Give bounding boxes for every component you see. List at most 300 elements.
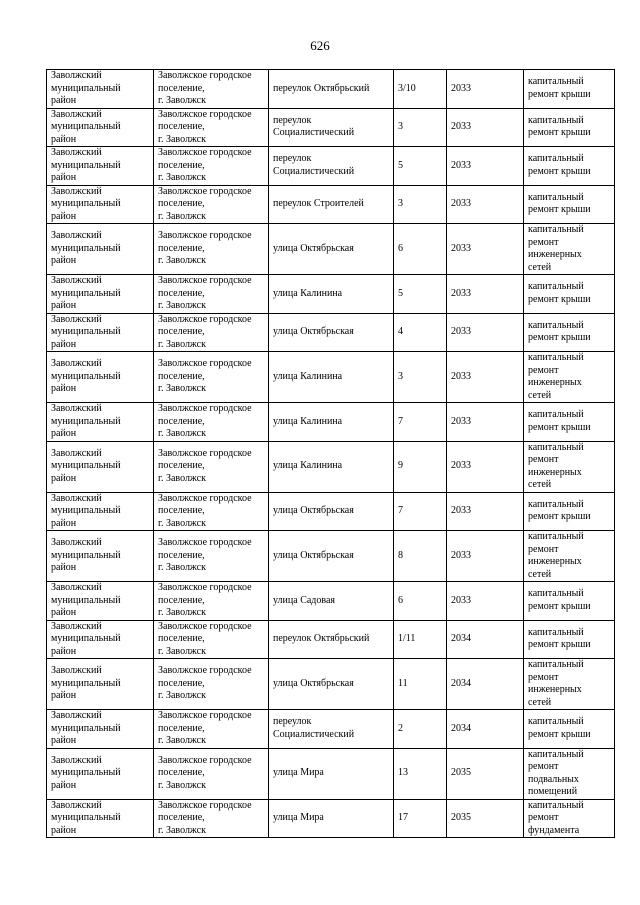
settlement-line: г. Заволжск bbox=[158, 210, 206, 222]
settlement-line: Заволжское городское bbox=[158, 108, 252, 120]
work-line: капитальный bbox=[528, 588, 584, 600]
registry-table bbox=[46, 69, 615, 838]
work-line: капитальный bbox=[528, 659, 584, 670]
district-line: район bbox=[51, 690, 77, 702]
page-number: 626 bbox=[310, 38, 330, 53]
district-cell bbox=[47, 441, 154, 492]
settlement-line: поселение, bbox=[158, 121, 205, 132]
settlement-line: г. Заволжск bbox=[158, 172, 206, 183]
district-cell bbox=[47, 403, 154, 442]
district-line: муниципальный bbox=[51, 505, 121, 516]
work-line: ремонт bbox=[528, 543, 559, 555]
district-line: район bbox=[51, 133, 77, 145]
work-line: капитальный bbox=[528, 531, 584, 542]
settlement-cell bbox=[154, 403, 269, 442]
street-cell bbox=[269, 224, 394, 275]
district-line: район bbox=[51, 472, 77, 484]
district-line: Заволжский bbox=[51, 185, 102, 197]
work-line: капитальный bbox=[528, 191, 584, 203]
work-line: фундамента bbox=[528, 824, 580, 836]
settlement-line: г. Заволжск bbox=[158, 472, 206, 484]
table-row bbox=[47, 185, 615, 224]
settlement-line: поселение, bbox=[158, 159, 205, 171]
work-line: ремонт крыши bbox=[528, 332, 591, 344]
work-line: ремонт крыши bbox=[528, 165, 591, 177]
street-cell bbox=[269, 582, 394, 621]
settlement-cell bbox=[154, 799, 269, 838]
settlement-line: г. Заволжск bbox=[158, 779, 206, 791]
settlement-line: поселение, bbox=[158, 287, 205, 299]
street-line: Социалистический bbox=[273, 127, 355, 139]
street-line: улица Октябрьская bbox=[273, 505, 354, 516]
year-cell: 2033 bbox=[447, 441, 524, 492]
district-cell bbox=[47, 352, 154, 403]
district-line: Заволжский bbox=[51, 403, 102, 414]
work-line: ремонт крыши bbox=[528, 511, 591, 523]
district-line: муниципальный bbox=[51, 594, 121, 606]
settlement-line: поселение, bbox=[158, 460, 205, 472]
work-line: ремонт крыши bbox=[528, 204, 591, 216]
work-line: сетей bbox=[528, 568, 552, 580]
work-type-cell bbox=[524, 710, 615, 749]
work-line: ремонт крыши bbox=[528, 127, 591, 139]
settlement-cell bbox=[154, 224, 269, 275]
table-row bbox=[47, 710, 615, 749]
house-number-cell: 9 bbox=[394, 441, 447, 492]
settlement-cell bbox=[154, 352, 269, 403]
district-line: Заволжский bbox=[51, 799, 102, 811]
settlement-line: Заволжское городское bbox=[158, 70, 252, 81]
settlement-line: поселение, bbox=[158, 242, 205, 254]
work-line: ремонт bbox=[528, 671, 559, 683]
district-cell bbox=[47, 185, 154, 224]
table-row bbox=[47, 620, 615, 659]
district-line: Заволжский bbox=[51, 620, 102, 632]
district-line: район bbox=[51, 95, 77, 106]
house-number-cell: 11 bbox=[394, 659, 447, 710]
settlement-cell bbox=[154, 582, 269, 621]
table-row bbox=[47, 531, 615, 582]
house-number-cell: 7 bbox=[394, 492, 447, 531]
street-cell bbox=[269, 313, 394, 352]
settlement-line: г. Заволжск bbox=[158, 95, 206, 106]
street-line: улица Октябрьская bbox=[273, 326, 354, 337]
year-cell: 2033 bbox=[447, 492, 524, 531]
settlement-line: поселение, bbox=[158, 505, 205, 516]
district-line: Заволжский bbox=[51, 313, 102, 325]
settlement-cell bbox=[154, 748, 269, 799]
table-row bbox=[47, 748, 615, 799]
year-cell: 2033 bbox=[447, 582, 524, 621]
work-line: ремонт крыши bbox=[528, 88, 591, 100]
table-row bbox=[47, 224, 615, 275]
district-cell bbox=[47, 224, 154, 275]
house-number-cell: 5 bbox=[394, 147, 447, 186]
settlement-cell bbox=[154, 531, 269, 582]
work-line: инженерных bbox=[528, 556, 582, 567]
work-line: ремонт bbox=[528, 236, 559, 248]
district-cell bbox=[47, 531, 154, 582]
house-number-cell: 13 bbox=[394, 748, 447, 799]
street-line: улица Калинина bbox=[273, 370, 343, 382]
district-line: район bbox=[51, 824, 77, 836]
work-line: помещений bbox=[528, 786, 578, 797]
work-line: капитальный bbox=[528, 498, 584, 510]
settlement-cell bbox=[154, 659, 269, 710]
district-line: район bbox=[51, 338, 77, 350]
year-cell: 2033 bbox=[447, 147, 524, 186]
street-line: переулок Октябрьский bbox=[273, 82, 370, 94]
settlement-line: Заволжское городское bbox=[158, 710, 252, 721]
settlement-line: Заволжское городское bbox=[158, 313, 252, 325]
street-cell bbox=[269, 352, 394, 403]
district-line: район bbox=[51, 428, 77, 439]
district-cell bbox=[47, 748, 154, 799]
work-type-cell bbox=[524, 799, 615, 838]
district-line: Заволжский bbox=[51, 447, 102, 459]
work-line: ремонт bbox=[528, 364, 559, 376]
work-type-cell bbox=[524, 224, 615, 275]
district-line: район bbox=[51, 210, 77, 222]
year-cell: 2034 bbox=[447, 659, 524, 710]
settlement-cell bbox=[154, 710, 269, 749]
street-cell bbox=[269, 70, 394, 109]
street-line: улица Октябрьская bbox=[273, 242, 354, 254]
street-cell bbox=[269, 441, 394, 492]
settlement-line: Заволжское городское bbox=[158, 620, 252, 632]
street-line: улица Садовая bbox=[273, 594, 336, 606]
settlement-line: поселение, bbox=[158, 198, 205, 209]
street-cell bbox=[269, 275, 394, 314]
district-line: район bbox=[51, 645, 77, 657]
table-row bbox=[47, 313, 615, 352]
settlement-line: г. Заволжск bbox=[158, 383, 206, 395]
district-line: муниципальный bbox=[51, 549, 121, 561]
district-line: муниципальный bbox=[51, 326, 121, 337]
street-line: улица Калинина bbox=[273, 460, 343, 472]
street-line: переулок Октябрьский bbox=[273, 633, 370, 644]
work-type-cell bbox=[524, 147, 615, 186]
settlement-line: Заволжское городское bbox=[158, 492, 252, 504]
work-line: сетей bbox=[528, 261, 552, 273]
settlement-cell bbox=[154, 70, 269, 109]
district-line: район bbox=[51, 562, 77, 574]
street-cell bbox=[269, 147, 394, 186]
district-cell bbox=[47, 147, 154, 186]
table-row bbox=[47, 403, 615, 442]
district-line: Заволжский bbox=[51, 665, 102, 677]
settlement-line: г. Заволжск bbox=[158, 690, 206, 702]
street-line: Социалистический bbox=[273, 165, 355, 177]
street-line: улица Октябрьская bbox=[273, 677, 354, 689]
work-line: ремонт крыши bbox=[528, 639, 591, 651]
district-cell bbox=[47, 275, 154, 314]
street-line: улица Калинина bbox=[273, 415, 343, 427]
table-row bbox=[47, 147, 615, 186]
street-line: переулок bbox=[273, 114, 312, 126]
settlement-line: г. Заволжск bbox=[158, 338, 206, 350]
street-cell bbox=[269, 403, 394, 442]
house-number-cell: 4 bbox=[394, 313, 447, 352]
settlement-line: г. Заволжск bbox=[158, 645, 206, 657]
settlement-line: г. Заволжск bbox=[158, 428, 206, 439]
settlement-line: г. Заволжск bbox=[158, 133, 206, 145]
work-line: ремонт bbox=[528, 812, 559, 823]
settlement-line: Заволжское городское bbox=[158, 275, 252, 286]
street-cell bbox=[269, 748, 394, 799]
year-cell: 2033 bbox=[447, 185, 524, 224]
street-line: улица Мира bbox=[273, 767, 324, 779]
settlement-line: Заволжское городское bbox=[158, 358, 252, 370]
settlement-line: поселение, bbox=[158, 549, 205, 561]
district-cell bbox=[47, 70, 154, 109]
year-cell: 2034 bbox=[447, 620, 524, 659]
work-line: ремонт крыши bbox=[528, 421, 591, 433]
district-line: Заволжский bbox=[51, 147, 102, 158]
district-line: район bbox=[51, 383, 77, 395]
work-line: ремонт bbox=[528, 454, 559, 465]
district-line: муниципальный bbox=[51, 159, 121, 171]
district-cell bbox=[47, 659, 154, 710]
registry-body bbox=[47, 70, 615, 838]
house-number-cell: 3 bbox=[394, 185, 447, 224]
district-line: муниципальный bbox=[51, 370, 121, 382]
house-number-cell: 17 bbox=[394, 799, 447, 838]
work-type-cell bbox=[524, 659, 615, 710]
work-line: капитальный bbox=[528, 441, 584, 453]
district-line: Заволжский bbox=[51, 582, 102, 593]
table-row bbox=[47, 582, 615, 621]
house-number-cell: 3 bbox=[394, 352, 447, 403]
work-line: капитальный bbox=[528, 799, 584, 811]
settlement-line: поселение, bbox=[158, 633, 205, 644]
year-cell: 2033 bbox=[447, 224, 524, 275]
street-cell bbox=[269, 108, 394, 147]
year-cell: 2033 bbox=[447, 313, 524, 352]
work-line: капитальный bbox=[528, 716, 584, 728]
district-line: Заволжский bbox=[51, 358, 102, 370]
district-line: Заволжский bbox=[51, 710, 102, 721]
house-number-cell: 5 bbox=[394, 275, 447, 314]
year-cell: 2033 bbox=[447, 531, 524, 582]
work-line: капитальный bbox=[528, 153, 584, 165]
work-type-cell bbox=[524, 313, 615, 352]
district-line: Заволжский bbox=[51, 70, 102, 81]
settlement-cell bbox=[154, 108, 269, 147]
work-line: инженерных bbox=[528, 377, 582, 388]
work-type-cell bbox=[524, 108, 615, 147]
year-cell: 2034 bbox=[447, 710, 524, 749]
table-row bbox=[47, 799, 615, 838]
district-line: муниципальный bbox=[51, 198, 121, 209]
work-line: капитальный bbox=[528, 224, 584, 235]
settlement-cell bbox=[154, 441, 269, 492]
work-line: ремонт крыши bbox=[528, 600, 591, 612]
street-cell bbox=[269, 620, 394, 659]
work-type-cell bbox=[524, 531, 615, 582]
year-cell: 2033 bbox=[447, 403, 524, 442]
settlement-line: г. Заволжск bbox=[158, 735, 206, 746]
settlement-line: поселение, bbox=[158, 722, 205, 734]
work-type-cell bbox=[524, 582, 615, 621]
district-line: муниципальный bbox=[51, 121, 121, 132]
table-row bbox=[47, 70, 615, 109]
settlement-cell bbox=[154, 313, 269, 352]
table-row bbox=[47, 492, 615, 531]
work-line: ремонт крыши bbox=[528, 728, 591, 740]
table-row bbox=[47, 659, 615, 710]
district-line: Заволжский bbox=[51, 492, 102, 504]
work-line: капитальный bbox=[528, 409, 584, 421]
settlement-cell bbox=[154, 620, 269, 659]
house-number-cell: 1/11 bbox=[394, 620, 447, 659]
work-line: инженерных bbox=[528, 466, 582, 478]
district-line: район bbox=[51, 779, 77, 791]
settlement-line: поселение, bbox=[158, 82, 205, 94]
work-line: сетей bbox=[528, 479, 552, 490]
district-line: муниципальный bbox=[51, 812, 121, 823]
settlement-line: Заволжское городское bbox=[158, 665, 252, 677]
work-line: инженерных bbox=[528, 249, 582, 260]
district-cell bbox=[47, 620, 154, 659]
work-type-cell bbox=[524, 70, 615, 109]
district-cell bbox=[47, 108, 154, 147]
district-line: Заволжский bbox=[51, 275, 102, 286]
settlement-line: поселение, bbox=[158, 370, 205, 382]
settlement-cell bbox=[154, 492, 269, 531]
street-line: улица Калинина bbox=[273, 287, 343, 299]
district-line: Заволжский bbox=[51, 230, 102, 242]
work-type-cell bbox=[524, 492, 615, 531]
street-cell bbox=[269, 185, 394, 224]
work-type-cell bbox=[524, 275, 615, 314]
district-line: муниципальный bbox=[51, 633, 121, 644]
work-type-cell bbox=[524, 403, 615, 442]
district-line: муниципальный bbox=[51, 82, 121, 94]
settlement-line: Заволжское городское bbox=[158, 403, 252, 414]
work-line: капитальный bbox=[528, 76, 584, 88]
year-cell: 2033 bbox=[447, 70, 524, 109]
district-line: район bbox=[51, 517, 77, 529]
street-cell bbox=[269, 659, 394, 710]
settlement-line: Заволжское городское bbox=[158, 582, 252, 593]
settlement-line: Заволжское городское bbox=[158, 147, 252, 158]
district-line: район bbox=[51, 172, 77, 183]
work-type-cell bbox=[524, 620, 615, 659]
street-line: переулок bbox=[273, 716, 312, 728]
district-line: район bbox=[51, 300, 77, 311]
settlement-line: г. Заволжск bbox=[158, 300, 206, 311]
street-line: улица Мира bbox=[273, 812, 324, 823]
table-row bbox=[47, 108, 615, 147]
work-line: инженерных bbox=[528, 684, 582, 695]
street-cell bbox=[269, 710, 394, 749]
house-number-cell: 8 bbox=[394, 531, 447, 582]
settlement-line: Заволжское городское bbox=[158, 447, 252, 459]
district-cell bbox=[47, 582, 154, 621]
year-cell: 2033 bbox=[447, 275, 524, 314]
settlement-line: г. Заволжск bbox=[158, 607, 206, 618]
settlement-line: Заволжское городское bbox=[158, 537, 252, 549]
work-type-cell bbox=[524, 352, 615, 403]
district-cell bbox=[47, 710, 154, 749]
district-line: муниципальный bbox=[51, 415, 121, 427]
work-line: капитальный bbox=[528, 114, 584, 126]
settlement-line: Заволжское городское bbox=[158, 799, 252, 811]
district-cell bbox=[47, 492, 154, 531]
district-line: муниципальный bbox=[51, 767, 121, 779]
settlement-line: г. Заволжск bbox=[158, 255, 206, 267]
work-type-cell bbox=[524, 748, 615, 799]
street-line: Социалистический bbox=[273, 728, 355, 740]
settlement-cell bbox=[154, 185, 269, 224]
house-number-cell: 3/10 bbox=[394, 70, 447, 109]
settlement-line: Заволжское городское bbox=[158, 754, 252, 766]
settlement-line: г. Заволжск bbox=[158, 562, 206, 574]
district-line: район bbox=[51, 607, 77, 618]
district-line: Заволжский bbox=[51, 754, 102, 766]
street-line: переулок Строителей bbox=[273, 198, 364, 209]
street-cell bbox=[269, 799, 394, 838]
street-line: улица Октябрьская bbox=[273, 549, 354, 561]
settlement-line: г. Заволжск bbox=[158, 824, 206, 836]
settlement-line: Заволжское городское bbox=[158, 230, 252, 242]
district-line: муниципальный bbox=[51, 722, 121, 734]
district-cell bbox=[47, 313, 154, 352]
table-row bbox=[47, 352, 615, 403]
district-line: муниципальный bbox=[51, 242, 121, 254]
work-line: сетей bbox=[528, 389, 552, 401]
work-line: капитальный bbox=[528, 281, 584, 293]
year-cell: 2035 bbox=[447, 799, 524, 838]
house-number-cell: 6 bbox=[394, 224, 447, 275]
work-line: капитальный bbox=[528, 352, 584, 363]
district-line: Заволжский bbox=[51, 537, 102, 549]
settlement-line: поселение, bbox=[158, 326, 205, 337]
district-line: район bbox=[51, 735, 77, 746]
district-line: район bbox=[51, 255, 77, 267]
work-type-cell bbox=[524, 441, 615, 492]
settlement-line: поселение, bbox=[158, 812, 205, 823]
work-type-cell bbox=[524, 185, 615, 224]
district-line: муниципальный bbox=[51, 287, 121, 299]
settlement-line: г. Заволжск bbox=[158, 517, 206, 529]
work-line: ремонт bbox=[528, 761, 559, 772]
street-line: переулок bbox=[273, 153, 312, 165]
settlement-line: поселение, bbox=[158, 594, 205, 606]
settlement-line: поселение, bbox=[158, 677, 205, 689]
settlement-line: поселение, bbox=[158, 415, 205, 427]
year-cell: 2033 bbox=[447, 352, 524, 403]
house-number-cell: 6 bbox=[394, 582, 447, 621]
settlement-line: поселение, bbox=[158, 767, 205, 779]
work-line: ремонт крыши bbox=[528, 293, 591, 305]
work-line: капитальный bbox=[528, 748, 584, 760]
work-line: капитальный bbox=[528, 319, 584, 331]
settlement-cell bbox=[154, 275, 269, 314]
district-line: Заволжский bbox=[51, 108, 102, 120]
settlement-cell bbox=[154, 147, 269, 186]
house-number-cell: 7 bbox=[394, 403, 447, 442]
district-cell bbox=[47, 799, 154, 838]
house-number-cell: 2 bbox=[394, 710, 447, 749]
table-row bbox=[47, 275, 615, 314]
work-line: капитальный bbox=[528, 626, 584, 638]
street-cell bbox=[269, 492, 394, 531]
work-line: подвальных bbox=[528, 773, 579, 785]
house-number-cell: 3 bbox=[394, 108, 447, 147]
street-cell bbox=[269, 531, 394, 582]
